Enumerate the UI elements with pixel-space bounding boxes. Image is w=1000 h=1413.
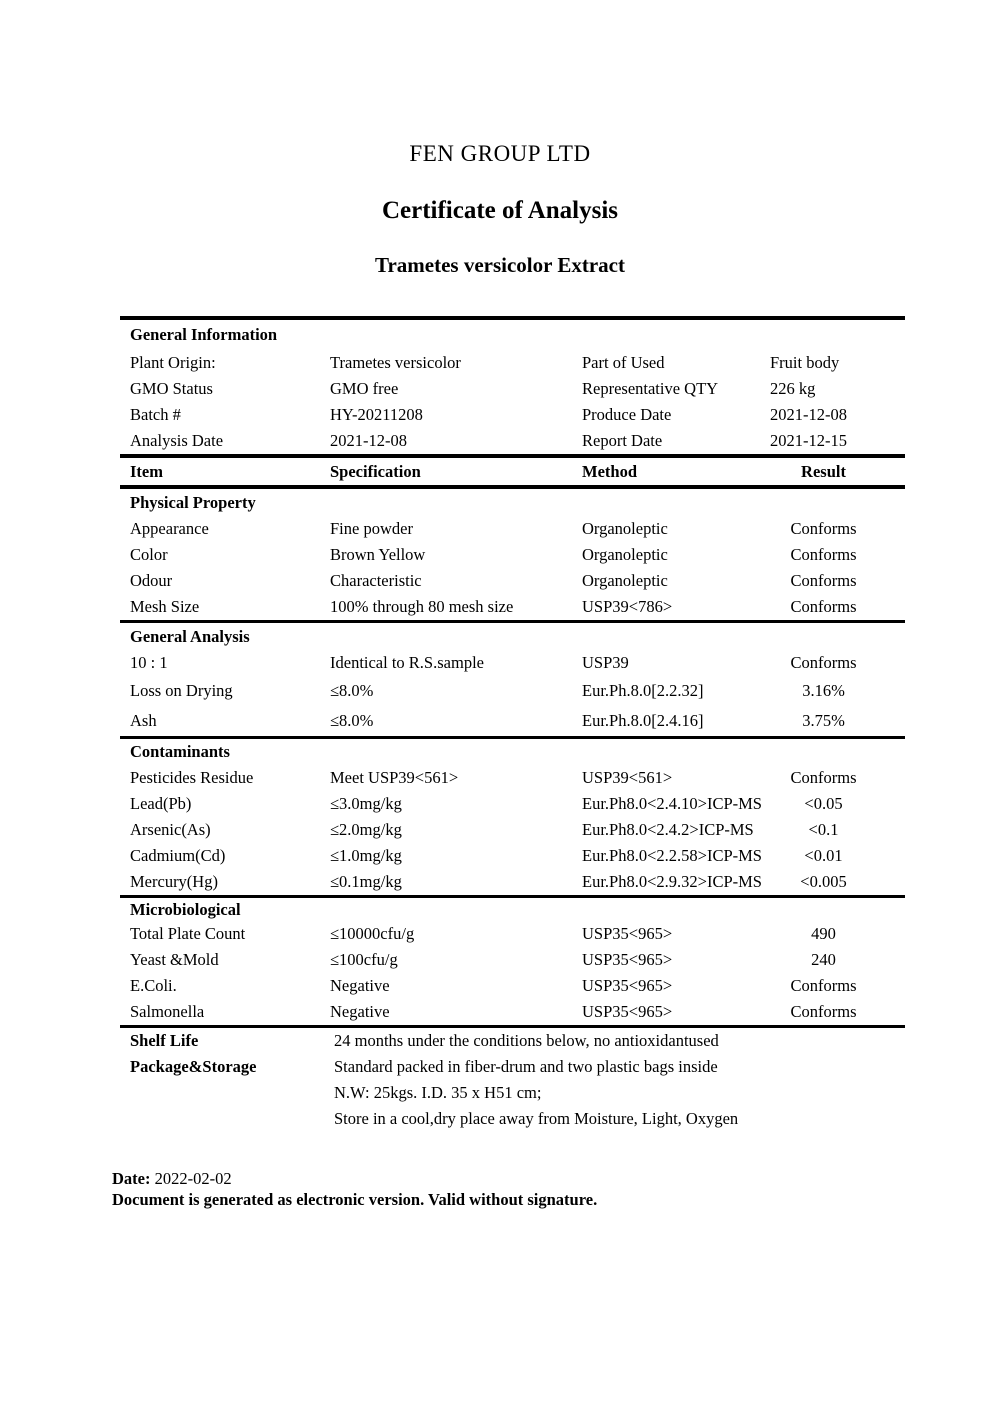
cell-result: Conforms (790, 519, 857, 539)
table-row (120, 1054, 905, 1080)
date-value: 2022-02-02 (154, 1169, 232, 1188)
cell-method: Organoleptic (582, 519, 668, 539)
cell-specification: Brown Yellow (330, 545, 426, 565)
cell-method: Eur.Ph.8.0[2.2.32] (582, 681, 704, 701)
cell-value: GMO free (330, 379, 399, 399)
cell-label: GMO Status (130, 379, 213, 399)
cell-result: <0.01 (804, 846, 843, 866)
cell-item: Color (130, 545, 168, 565)
certificate-title: Certificate of Analysis (381, 197, 619, 224)
cell-result: Conforms (790, 653, 857, 673)
cell-specification: Negative (330, 976, 390, 996)
table-row (120, 1106, 905, 1132)
cell-item: Salmonella (130, 1002, 205, 1022)
table-row (120, 973, 905, 999)
cell-label: Package&Storage (130, 1057, 257, 1077)
cell-label: Part of Used (582, 353, 665, 373)
table-row (120, 350, 905, 376)
cell-result: <0.1 (808, 820, 839, 840)
date-label: Date: (112, 1169, 151, 1188)
column-header-method: Method (582, 461, 637, 481)
table-row (120, 765, 905, 791)
cell-specification: Characteristic (330, 571, 422, 591)
table-row (120, 594, 905, 620)
cell-value: Store in a cool,dry place away from Moisture, Light, Oxygen (334, 1109, 739, 1129)
column-header-row (120, 458, 905, 485)
cell-result: 490 (811, 924, 836, 944)
cell-specification: ≤8.0% (330, 711, 374, 731)
table-row (120, 999, 905, 1025)
table-row (120, 843, 905, 869)
table-row (120, 869, 905, 895)
cell-item: Pesticides Residue (130, 768, 254, 788)
table-row (120, 376, 905, 402)
section-heading-contaminants: Contaminants (130, 742, 230, 762)
cell-result: Conforms (790, 1002, 857, 1022)
cell-item: Cadmium(Cd) (130, 846, 226, 866)
cell-item: Lead(Pb) (130, 794, 192, 814)
cell-specification: Negative (330, 1002, 390, 1022)
cell-method: USP35<965> (582, 1002, 673, 1022)
column-header-result: Result (801, 461, 846, 481)
cell-item: Ash (130, 711, 157, 731)
product-subtitle: Trametes versicolor Extract (375, 253, 625, 277)
cell-value: Fruit body (770, 353, 840, 373)
cell-specification: ≤1.0mg/kg (330, 846, 402, 866)
cell-result: <0.05 (804, 794, 843, 814)
cell-result: 3.75% (802, 711, 845, 731)
table-row (120, 428, 905, 454)
cell-specification: ≤10000cfu/g (330, 924, 415, 944)
cell-result: Conforms (790, 976, 857, 996)
electronic-version-note: Document is generated as electronic version. Valid without signature. (112, 1190, 598, 1209)
table-row (120, 650, 905, 676)
cell-specification: ≤0.1mg/kg (330, 872, 402, 892)
cell-method: USP39<561> (582, 768, 673, 788)
table-row (120, 676, 905, 706)
cell-method: Organoleptic (582, 545, 668, 565)
cell-value: 2021-12-08 (770, 405, 847, 425)
cell-method: Organoleptic (582, 571, 668, 591)
cell-value: 226 kg (770, 379, 816, 399)
section-heading-general-analysis: General Analysis (130, 626, 250, 646)
analysis-table (120, 316, 905, 1132)
cell-method: USP35<965> (582, 924, 673, 944)
cell-label: Report Date (582, 431, 663, 451)
cell-specification: ≤3.0mg/kg (330, 794, 402, 814)
cell-result: Conforms (790, 571, 857, 591)
cell-item: Odour (130, 571, 173, 591)
cell-specification: Meet USP39<561> (330, 768, 459, 788)
table-row (120, 402, 905, 428)
table-row (120, 817, 905, 843)
cell-method: Eur.Ph.8.0[2.4.16] (582, 711, 704, 731)
section-heading-physical-property: Physical Property (130, 492, 256, 512)
table-row (120, 921, 905, 947)
storage-section (120, 1028, 905, 1132)
document-footer (112, 1168, 597, 1210)
cell-item: Appearance (130, 519, 209, 539)
table-row (120, 1028, 905, 1054)
cell-specification: ≤100cfu/g (330, 950, 398, 970)
cell-item: Arsenic(As) (130, 820, 211, 840)
company-name: FEN GROUP LTD (409, 141, 591, 166)
cell-method: USP39<786> (582, 597, 673, 617)
cell-value: 2021-12-15 (770, 431, 847, 451)
cell-label: Produce Date (582, 405, 672, 425)
cell-item: Total Plate Count (130, 924, 246, 944)
cell-value: HY-20211208 (330, 405, 423, 425)
table-row (120, 706, 905, 736)
table-row (120, 568, 905, 594)
cell-item: Loss on Drying (130, 681, 233, 701)
cell-label: Analysis Date (130, 431, 224, 451)
cell-specification: 100% through 80 mesh size (330, 597, 514, 617)
cell-label: Batch # (130, 405, 181, 425)
cell-item: Mercury(Hg) (130, 872, 218, 892)
table-row (120, 1080, 905, 1106)
cell-item: E.Coli. (130, 976, 177, 996)
cell-result: Conforms (790, 597, 857, 617)
cell-specification: ≤8.0% (330, 681, 374, 701)
cell-item: Yeast &Mold (130, 950, 219, 970)
cell-result: Conforms (790, 545, 857, 565)
cell-specification: Identical to R.S.sample (330, 653, 484, 673)
cell-value: Trametes versicolor (330, 353, 461, 373)
column-header-item: Item (130, 461, 163, 481)
section-heading-microbiological: Microbiological (130, 899, 241, 919)
cell-value: Standard packed in fiber-drum and two plastic bags inside (334, 1057, 718, 1077)
cell-result: <0.005 (800, 872, 847, 892)
cell-label: Shelf Life (130, 1031, 199, 1051)
cell-value: 24 months under the conditions below, no antioxidantused (334, 1031, 719, 1051)
table-row (120, 516, 905, 542)
cell-result: 3.16% (802, 681, 845, 701)
cell-method: Eur.Ph8.0<2.9.32>ICP-MS (582, 872, 762, 892)
cell-method: USP35<965> (582, 976, 673, 996)
date-line (112, 1168, 597, 1189)
table-row (120, 947, 905, 973)
cell-method: USP35<965> (582, 950, 673, 970)
cell-specification: ≤2.0mg/kg (330, 820, 402, 840)
cell-method: Eur.Ph8.0<2.4.2>ICP-MS (582, 820, 754, 840)
cell-result: Conforms (790, 768, 857, 788)
cell-method: USP39 (582, 653, 629, 673)
cell-method: Eur.Ph8.0<2.4.10>ICP-MS (582, 794, 762, 814)
cell-specification: Fine powder (330, 519, 413, 539)
cell-result: 240 (811, 950, 836, 970)
cell-value: N.W: 25kgs. I.D. 35 x H51 cm; (334, 1083, 542, 1103)
general-information-heading: General Information (130, 325, 278, 345)
cell-item: 10 : 1 (130, 653, 168, 673)
table-row (120, 791, 905, 817)
table-row (120, 542, 905, 568)
cell-method: Eur.Ph8.0<2.2.58>ICP-MS (582, 846, 762, 866)
cell-value: 2021-12-08 (330, 431, 407, 451)
cell-label: Plant Origin: (130, 353, 216, 373)
cell-item: Mesh Size (130, 597, 200, 617)
cell-label: Representative QTY (582, 379, 719, 399)
column-header-specification: Specification (330, 461, 421, 481)
